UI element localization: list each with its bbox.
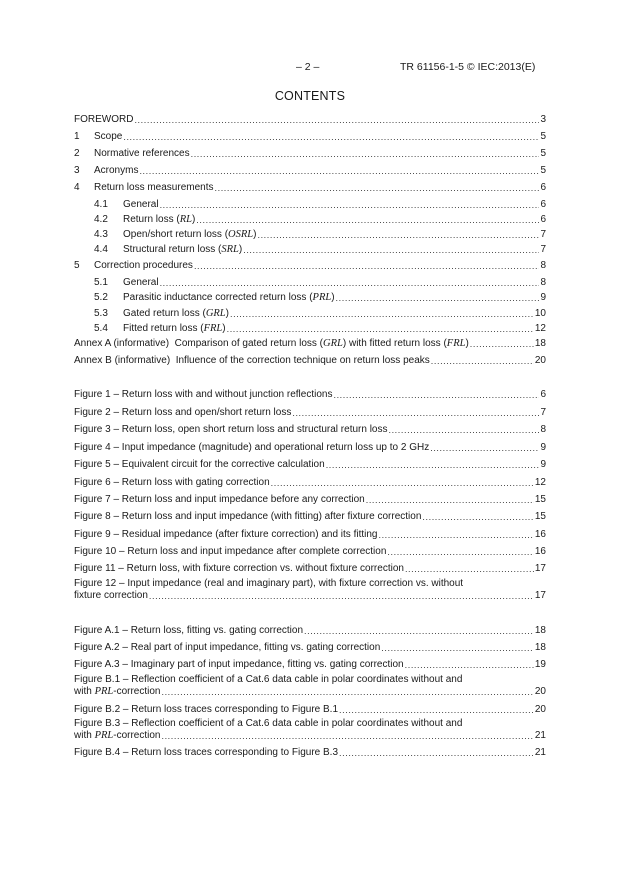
document-reference: TR 61156-1-5 © IEC:2013(E) — [400, 61, 536, 73]
toc-entry-page: 3 — [540, 114, 546, 125]
figure-entry[interactable] — [74, 659, 546, 671]
figure-entry-title: Figure 11 – Return loss, with fixture correction vs. without fixture correction — [74, 563, 404, 574]
toc-entry-4-1-general[interactable] — [74, 199, 546, 211]
figure-entry-title-continued: with PRL-correction — [74, 686, 161, 697]
figure-entry-title: Figure A.3 – Imaginary part of input impedance, fitting vs. gating correction — [74, 659, 404, 670]
figure-entry[interactable] — [74, 625, 546, 637]
figure-entry-page: 20 — [534, 686, 546, 697]
figure-entry[interactable] — [74, 442, 546, 454]
toc-entry-title: General — [123, 277, 159, 288]
dot-leader — [230, 308, 534, 320]
toc-entry-number: 5.3 — [94, 308, 108, 319]
dot-leader — [196, 214, 539, 226]
toc-entry-title: FOREWORD — [74, 114, 134, 125]
toc-entry-5-1-general[interactable] — [74, 277, 546, 289]
figure-entry-title: Figure B.2 – Return loss traces corresponding to Figure B.1 — [74, 704, 339, 715]
figure-entry-page: 21 — [534, 747, 546, 758]
page-title: CONTENTS — [274, 89, 346, 103]
toc-entry-page: 8 — [540, 277, 546, 288]
toc-entry-title: Scope — [94, 131, 123, 142]
figure-entry-page: 7 — [540, 407, 546, 418]
toc-entry-abbreviation: OSRL — [228, 229, 254, 240]
toc-entry-title: Open/short return loss (OSRL) — [123, 229, 257, 240]
figure-entry[interactable] — [74, 494, 546, 506]
dot-leader — [430, 442, 539, 454]
dot-leader — [292, 407, 539, 419]
dot-leader — [227, 323, 534, 335]
figure-entry-title: Figure 6 – Return loss with gating correction — [74, 477, 270, 488]
dot-leader — [339, 704, 534, 716]
toc-entry-title: General — [123, 199, 159, 210]
dot-leader — [470, 338, 534, 350]
dot-leader — [405, 563, 534, 575]
toc-entry-number: 4.3 — [94, 229, 108, 240]
dot-leader — [161, 686, 533, 698]
toc-entry-return-loss-measurements[interactable] — [74, 182, 546, 194]
toc-entry-title: Parasitic inductance corrected return loss (PRL) — [123, 292, 335, 303]
figure-entry-page: 15 — [534, 511, 546, 522]
toc-entry-page: 12 — [534, 323, 546, 334]
figure-entry[interactable] — [74, 389, 546, 401]
toc-entry-number: 4.4 — [94, 244, 108, 255]
figure-entry-title: Figure 12 – Input impedance (real and imaginary part), with fixture correction vs. without — [74, 578, 464, 589]
toc-entry-page: 9 — [540, 292, 546, 303]
toc-entry-abbreviation: GRL — [205, 308, 226, 319]
toc-entry-title: Return loss measurements — [94, 182, 214, 193]
figure-entry-title: Figure 7 – Return loss and input impedance before any correction — [74, 494, 365, 505]
figure-entry-page: 21 — [534, 730, 546, 741]
toc-entry-title: Acronyms — [94, 165, 139, 176]
figure-entry[interactable] — [74, 674, 546, 698]
figure-entry-title: Figure 4 – Input impedance (magnitude) and operational return loss up to 2 GHz — [74, 442, 430, 453]
figure-entry-page: 18 — [534, 642, 546, 653]
figure-entry-title: Figure 5 – Equivalent circuit for the corrective calculation — [74, 459, 325, 470]
dot-leader — [431, 355, 534, 367]
figure-entry-page: 20 — [534, 704, 546, 715]
toc-entry-normative-references[interactable] — [74, 148, 546, 160]
toc-entry-number: 4 — [74, 182, 80, 193]
toc-entry-number: 5.2 — [94, 292, 108, 303]
toc-entry-page: 5 — [540, 131, 546, 142]
figure-entry[interactable] — [74, 563, 546, 575]
toc-entry-number: 1 — [74, 131, 80, 142]
dot-leader — [194, 260, 540, 272]
toc-entry-abbreviation: FRL — [446, 338, 466, 349]
dot-leader — [271, 477, 534, 489]
page-number: – 2 – — [296, 61, 320, 73]
toc-entry-annex-b[interactable] — [74, 355, 546, 367]
page-header — [0, 61, 620, 75]
toc-entry-5-3-gated-return-loss[interactable] — [74, 308, 546, 320]
dot-leader — [149, 590, 534, 602]
figure-entry-page: 8 — [540, 424, 546, 435]
toc-entry-number: 5 — [74, 260, 80, 271]
toc-entry-4-3-open-short-return-loss[interactable] — [74, 229, 546, 241]
toc-entry-abbreviation: RL — [179, 214, 192, 225]
dot-leader — [215, 182, 540, 194]
figure-entry[interactable] — [74, 578, 546, 602]
dot-leader — [366, 494, 534, 506]
figure-entry[interactable] — [74, 529, 546, 541]
dot-leader — [381, 642, 534, 654]
toc-entry-page: 7 — [540, 244, 546, 255]
dot-leader — [134, 114, 539, 126]
figure-entry[interactable] — [74, 511, 546, 523]
figure-entry-title: Figure 1 – Return loss with and without junction reflections — [74, 389, 333, 400]
figure-entry-page: 6 — [540, 389, 546, 400]
toc-entry-annex-a[interactable] — [74, 338, 546, 350]
toc-entry-title: Gated return loss (GRL) — [123, 308, 229, 319]
figure-entry-page: 9 — [540, 459, 546, 470]
figure-entry-title: Figure 10 – Return loss and input impedance after complete correction — [74, 546, 387, 557]
figure-entry-title: Figure 9 – Residual impedance (after fixture correction) and its fitting — [74, 529, 378, 540]
figure-entry-title: Figure 2 – Return loss and open/short return loss — [74, 407, 292, 418]
toc-entry-foreword[interactable] — [74, 114, 546, 126]
toc-entry-acronyms[interactable] — [74, 165, 546, 177]
toc-entry-abbreviation: SRL — [221, 244, 239, 255]
figure-entry[interactable] — [74, 546, 546, 558]
toc-entry-4-4-structural-return-loss[interactable] — [74, 244, 546, 256]
figure-entry[interactable] — [74, 459, 546, 471]
toc-entry-title: Normative references — [94, 148, 190, 159]
dot-leader — [336, 292, 540, 304]
toc-entry-page: 18 — [534, 338, 546, 349]
toc-entry-page: 6 — [540, 182, 546, 193]
toc-entry-number: 5.1 — [94, 277, 108, 288]
dot-leader — [160, 277, 540, 289]
figure-entry[interactable] — [74, 704, 546, 716]
dot-leader — [243, 244, 539, 256]
figure-entry-abbreviation: PRL — [94, 730, 114, 741]
toc-entry-title: Return loss (RL) — [123, 214, 196, 225]
figure-entry-title: Figure A.2 – Real part of input impedance, fitting vs. gating correction — [74, 642, 381, 653]
toc-entry-abbreviation: FRL — [203, 323, 223, 334]
toc-entry-page: 5 — [540, 165, 546, 176]
figure-entry[interactable] — [74, 477, 546, 489]
figure-entry-page: 17 — [534, 563, 546, 574]
figure-entry-page: 17 — [534, 590, 546, 601]
dot-leader — [422, 511, 533, 523]
figure-entry-title: Figure B.4 – Return loss traces corresponding to Figure B.3 — [74, 747, 339, 758]
figure-entry[interactable] — [74, 642, 546, 654]
figure-entry-page: 16 — [534, 546, 546, 557]
toc-entry-title: Fitted return loss (FRL) — [123, 323, 226, 334]
toc-entry-4-2-return-loss[interactable] — [74, 214, 546, 226]
figure-entry-title-continued: with PRL-correction — [74, 730, 161, 741]
dot-leader — [405, 659, 534, 671]
dot-leader — [333, 389, 539, 401]
figure-entry-page: 9 — [540, 442, 546, 453]
figure-entry-title: Figure 8 – Return loss and input impedance (with fitting) after fixture correction — [74, 511, 422, 522]
toc-entry-number: 3 — [74, 165, 80, 176]
dot-leader — [160, 199, 540, 211]
dot-leader — [191, 148, 540, 160]
figure-entry-page: 15 — [534, 494, 546, 505]
toc-entry-page: 10 — [534, 308, 546, 319]
figure-entry-title: Figure B.3 – Reflection coefficient of a Cat.6 data cable in polar coordinates without and — [74, 718, 463, 729]
toc-entry-page: 6 — [540, 214, 546, 225]
toc-entry-5-2-parasitic-inductance[interactable] — [74, 292, 546, 304]
figure-entry-page: 18 — [534, 625, 546, 636]
dot-leader — [139, 165, 539, 177]
figure-entry[interactable] — [74, 407, 546, 419]
toc-entry-page: 5 — [540, 148, 546, 159]
toc-entry-number: 4.2 — [94, 214, 108, 225]
toc-entry-correction-procedures[interactable] — [74, 260, 546, 272]
toc-entry-title: Structural return loss (SRL) — [123, 244, 243, 255]
figure-entry-page: 16 — [534, 529, 546, 540]
toc-entry-page: 8 — [540, 260, 546, 271]
dot-leader — [378, 529, 533, 541]
toc-entry-scope[interactable] — [74, 131, 546, 143]
figure-entry-title: Figure 3 – Return loss, open short return loss and structural return loss — [74, 424, 388, 435]
figure-entry-title: Figure B.1 – Reflection coefficient of a Cat.6 data cable in polar coordinates without and — [74, 674, 463, 685]
toc-entry-title: Annex B (informative) Influence of the correction technique on return loss peaks — [74, 355, 430, 366]
toc-entry-number: 5.4 — [94, 323, 108, 334]
figure-entry-page: 19 — [534, 659, 546, 670]
figure-entry-page: 12 — [534, 477, 546, 488]
figure-entry[interactable] — [74, 718, 546, 742]
toc-entry-page: 20 — [534, 355, 546, 366]
toc-entry-page: 6 — [540, 199, 546, 210]
dot-leader — [326, 459, 540, 471]
toc-entry-5-4-fitted-return-loss[interactable] — [74, 323, 546, 335]
dot-leader — [257, 229, 539, 241]
dot-leader — [388, 424, 539, 436]
figure-entry-abbreviation: PRL — [94, 686, 114, 697]
figure-entry-title-continued: fixture correction — [74, 590, 148, 601]
toc-entry-abbreviation: PRL — [312, 292, 332, 303]
dot-leader — [339, 747, 534, 759]
dot-leader — [123, 131, 539, 143]
figure-entry[interactable] — [74, 424, 546, 436]
dot-leader — [387, 546, 533, 558]
toc-entry-abbreviation: GRL — [323, 338, 343, 349]
toc-entry-title: Annex A (informative) Comparison of gated return loss (GRL) with fitted return loss (FRL) — [74, 338, 469, 349]
dot-leader — [161, 730, 533, 742]
figure-entry-title: Figure A.1 – Return loss, fitting vs. gating correction — [74, 625, 303, 636]
toc-entry-number: 2 — [74, 148, 80, 159]
toc-entry-page: 7 — [540, 229, 546, 240]
toc-entry-number: 4.1 — [94, 199, 108, 210]
figure-entry[interactable] — [74, 747, 546, 759]
toc-entry-title: Correction procedures — [94, 260, 193, 271]
dot-leader — [304, 625, 534, 637]
